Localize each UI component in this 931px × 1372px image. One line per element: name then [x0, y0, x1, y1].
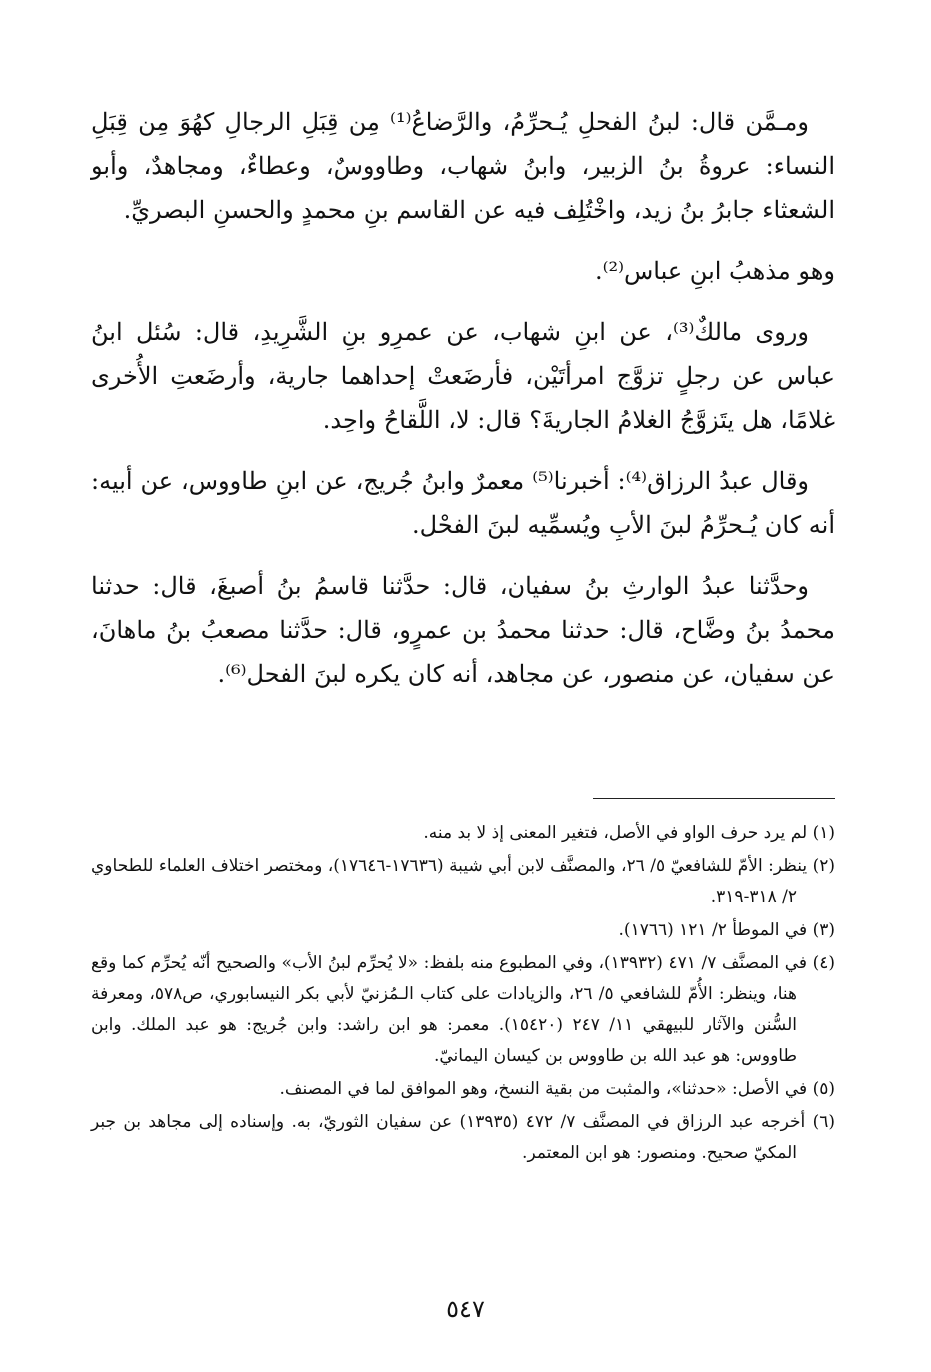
paragraph-3: وروى مالكٌ⁽³⁾، عن ابنِ شهاب، عن عمرِو بنِ الشَّرِيدِ، قال: سُئل ابنُ عباس عن رجلٍ تزوَّج امرأتَيْن، فأرضَعتْ إحداهما جارية، وأرضَعتِ الأُخرى غلامًا، هل يتَزوَّجُ الغلامُ الجاريةَ؟ قال: لا، اللَّقاحُ واحِد.: [91, 318, 835, 434]
main-text: [91, 100, 835, 713]
paragraph-5: وحدَّثنا عبدُ الوارثِ بنُ سفيان، قال: حدَّثنا قاسمُ بنُ أصبغَ، قال: حدثنا محمدُ بنُ وضَّاح، قال: حدثنا محمدُ بن عمرٍو، قال: حدَّثنا مصعبُ بنُ ماهانَ، عن سفيان، عن منصور، عن مجاهد، أنه كان يكره لبنَ الفحل⁽⁶⁾.: [91, 572, 835, 688]
footnote-6: (٦) أخرجه عبد الرزاق في المصنَّف ٧/ ٤٧٢ (١٣٩٣٥) عن سفيان الثوريّ، به. وإسناده إلى مجاهد بن جبر المكيّ صحيح. ومنصور: هو ابن المعتمر.: [91, 1112, 835, 1163]
footnote-3: (٣) في الموطأ ٢/ ١٢١ (١٧٦٦).: [618, 920, 835, 940]
footnote-1: (١) لم يرد حرف الواو في الأصل، فتغير المعنى إذ لا بد منه.: [423, 823, 835, 843]
footnote-4: (٤) في المصنَّف ٧/ ٤٧١ (١٣٩٣٢)، وفي المطبوع منه بلفظ: «لا يُحرِّم لبنُ الأب» والصحيح أنّه يُحرِّم كما وقع هنا، وينظر: الأُمّ للشافعي ٥/ ٢٦، والزيادات على كتاب الـمُزنيّ لأبي بكر النيسابوري، ص٥٧٨، ومعرفة السُّنن والآثار للبيهقي ١١/ ٢٤٧ (١٥٤٢٠). معمر: هو ابن راشد: وابن جُريج: هو عبد الملك. وابن طاووس: هو عبد الله بن طاووس بن كيسان اليمانيّ.: [91, 953, 836, 1066]
paragraph-2: وهو مذهبُ ابنِ عباس⁽²⁾.: [594, 257, 835, 285]
page-number: ٥٤٧: [446, 1295, 485, 1323]
footnotes: [91, 818, 835, 1171]
footnote-5: (٥) في الأصل: «حدثنا»، والمثبت من بقية النسخ، وهو الموافق لما في المصنف.: [279, 1079, 835, 1099]
footnote-2: (٢) ينظر: الأمّ للشافعيّ ٥/ ٢٦، والمصنَّف لابن أبي شيبة (١٧٦٣٦-١٧٦٤٦)، ومختصر اختلاف العلماء للطحاوي ٢/ ٣١٨-٣١٩.: [91, 856, 835, 907]
paragraph-1: ومـمَّن قال: لبنُ الفحلِ يُـحرِّمُ، والرَّضاعُ⁽¹⁾ مِن قِبَلِ الرجالِ كهُوَ مِن قِبَلِ النساء: عروةُ بنُ الزبير، وابنُ شهاب، وطاووسٌ، وعطاءٌ، ومجاهدٌ، وأبو الشعثاء جابرُ بنُ زيد، واخْتُلِف فيه عن القاسم بنِ محمدٍ والحسنِ البصريِّ.: [91, 108, 835, 224]
footnote-divider: [593, 798, 835, 799]
paragraph-4: وقال عبدُ الرزاق⁽⁴⁾: أخبرنا⁽⁵⁾ معمرٌ وابنُ جُريج، عن ابنِ طاووس، عن أبيه: أنه كان يُـحرِّمُ لبنَ الأبِ ويُسمِّيه لبنَ الفحْل.: [91, 467, 835, 539]
